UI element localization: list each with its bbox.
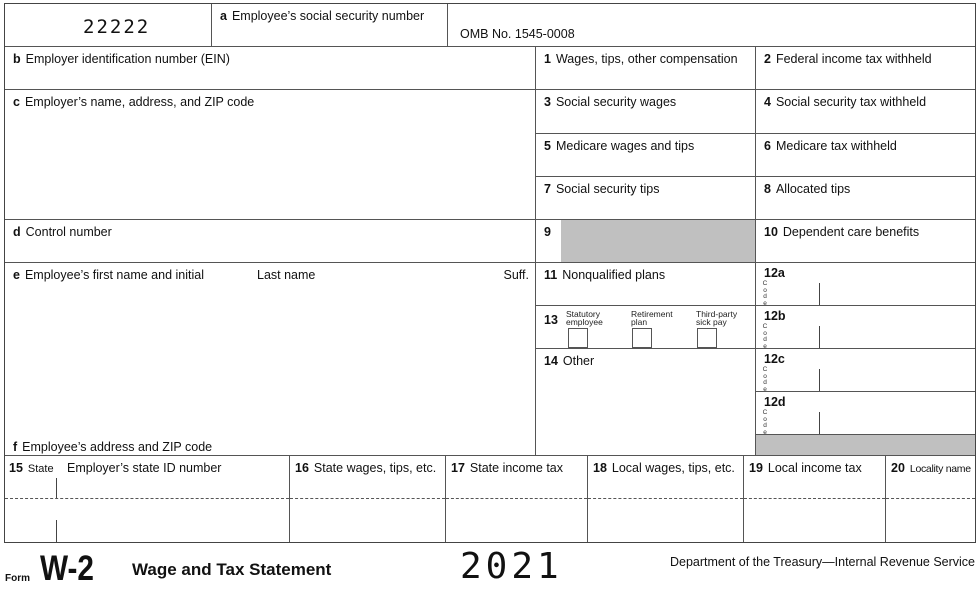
retirement-plan-checkbox[interactable] — [632, 328, 652, 348]
box-7-label: Social security tips — [555, 182, 660, 196]
box-f-label: Employee’s address and ZIP code — [22, 440, 213, 454]
box-17-label: State income tax — [469, 461, 564, 475]
box-c-label: Employer’s name, address, and ZIP code — [24, 95, 255, 109]
last-name-label: Last name — [257, 268, 316, 282]
box-16[interactable]: 16 State wages, tips, etc. — [290, 456, 446, 542]
form-name: W-2 — [40, 549, 94, 588]
box-e-f[interactable]: e Employee’s first name and initial Last name Suff. f Employee’s address and ZIP code — [5, 263, 536, 456]
box-17[interactable]: 17 State income tax — [446, 456, 588, 542]
box-18-label: Local wages, tips, etc. — [611, 461, 735, 475]
box-d-label: Control number — [25, 225, 112, 239]
code-label: C o d e — [762, 366, 768, 393]
code-divider — [819, 283, 820, 305]
box-20[interactable]: 20 Locality name — [886, 456, 975, 542]
code-label: C o d e — [762, 280, 768, 307]
statutory-employee-checkbox[interactable] — [568, 328, 588, 348]
box-5[interactable]: 5 Medicare wages and tips — [536, 134, 756, 177]
box-7[interactable]: 7 Social security tips — [536, 177, 756, 220]
box-15-id-label: Employer’s state ID number — [67, 461, 222, 475]
box-9: 9 — [536, 220, 756, 263]
box-5-label: Medicare wages and tips — [555, 139, 695, 153]
omb-number: OMB No. 1545-0008 — [460, 27, 575, 41]
state-divider — [56, 520, 57, 542]
box-20-label: Locality name — [909, 463, 971, 475]
box-3-label: Social security wages — [555, 95, 677, 109]
form-word: Form — [5, 573, 30, 584]
box-2-label: Federal income tax withheld — [775, 52, 932, 66]
box-19[interactable]: 19 Local income tax — [744, 456, 886, 542]
box-2[interactable]: 2 Federal income tax withheld — [756, 47, 975, 90]
box-b-label: Employer identification number (EIN) — [25, 52, 230, 66]
box-d[interactable]: d Control number — [5, 220, 536, 263]
code-divider — [819, 412, 820, 434]
box-11-label: Nonqualified plans — [562, 268, 666, 282]
box-a[interactable] — [212, 4, 448, 47]
box-9-shaded — [561, 220, 755, 262]
statutory-employee-label: Statutory employee — [566, 309, 603, 327]
box-1[interactable]: 1 Wages, tips, other compensation — [536, 47, 756, 90]
row-divider — [446, 498, 587, 499]
control-code: 22222 — [83, 16, 151, 38]
shaded-area — [756, 435, 975, 456]
box-10-label: Dependent care benefits — [782, 225, 920, 239]
box-14[interactable]: 14 Other — [536, 349, 756, 456]
box-18[interactable]: 18 Local wages, tips, etc. — [588, 456, 744, 542]
box-6-label: Medicare tax withheld — [775, 139, 897, 153]
w2-form — [4, 3, 976, 543]
code-divider — [819, 369, 820, 391]
box-12c[interactable]: 12c C o d e — [756, 349, 975, 392]
box-8-label: Allocated tips — [775, 182, 851, 196]
suffix-label: Suff. — [503, 268, 529, 282]
code-divider — [819, 326, 820, 348]
retirement-plan-label: Retirement plan — [631, 309, 673, 327]
code-label: C o d e — [762, 409, 768, 436]
box-16-label: State wages, tips, etc. — [313, 461, 437, 475]
agency-label: Department of the Treasury—Internal Revenue Service — [669, 555, 975, 569]
third-party-sick-pay-checkbox[interactable] — [697, 328, 717, 348]
omb-box — [448, 4, 975, 47]
row-divider — [5, 498, 289, 499]
box-a-num: a — [220, 9, 227, 23]
box-11[interactable]: 11 Nonqualified plans — [536, 263, 756, 306]
code-label: C o d e — [762, 323, 768, 350]
state-divider — [56, 478, 57, 498]
box-4-label: Social security tax withheld — [775, 95, 927, 109]
box-19-label: Local income tax — [767, 461, 862, 475]
box-4[interactable]: 4 Social security tax withheld — [756, 90, 975, 134]
box-3[interactable]: 3 Social security wages — [536, 90, 756, 134]
box-a-label: Employee’s social security number — [231, 9, 425, 23]
box-12d[interactable]: 12d C o d e — [756, 392, 975, 435]
box-12a[interactable]: 12a C o d e — [756, 263, 975, 306]
box-15[interactable]: 15 State Employer’s state ID number — [5, 456, 290, 542]
form-footer — [0, 543, 980, 593]
box-12b[interactable]: 12b C o d e — [756, 306, 975, 349]
row-divider — [744, 498, 885, 499]
box-14-label: Other — [562, 354, 595, 368]
box-13: 13 Statutory employee Retirement plan Third-party sick pay — [536, 306, 756, 349]
form-title: Wage and Tax Statement — [132, 560, 332, 579]
box-8[interactable]: 8 Allocated tips — [756, 177, 975, 220]
row-divider — [588, 498, 743, 499]
box-6[interactable]: 6 Medicare tax withheld — [756, 134, 975, 177]
box-c[interactable]: c Employer’s name, address, and ZIP code — [5, 90, 536, 220]
box-15-state-label: State — [27, 463, 54, 475]
tax-year: 2021 — [460, 546, 563, 587]
box-10[interactable]: 10 Dependent care benefits — [756, 220, 975, 263]
box-b[interactable]: b Employer identification number (EIN) — [5, 47, 536, 90]
row-divider — [886, 498, 975, 499]
box-e-label: Employee’s first name and initial — [24, 268, 204, 282]
third-party-sick-pay-label: Third-party sick pay — [696, 309, 738, 327]
void-control-box — [5, 4, 212, 47]
box-1-label: Wages, tips, other compensation — [555, 52, 738, 66]
row-divider — [290, 498, 445, 499]
